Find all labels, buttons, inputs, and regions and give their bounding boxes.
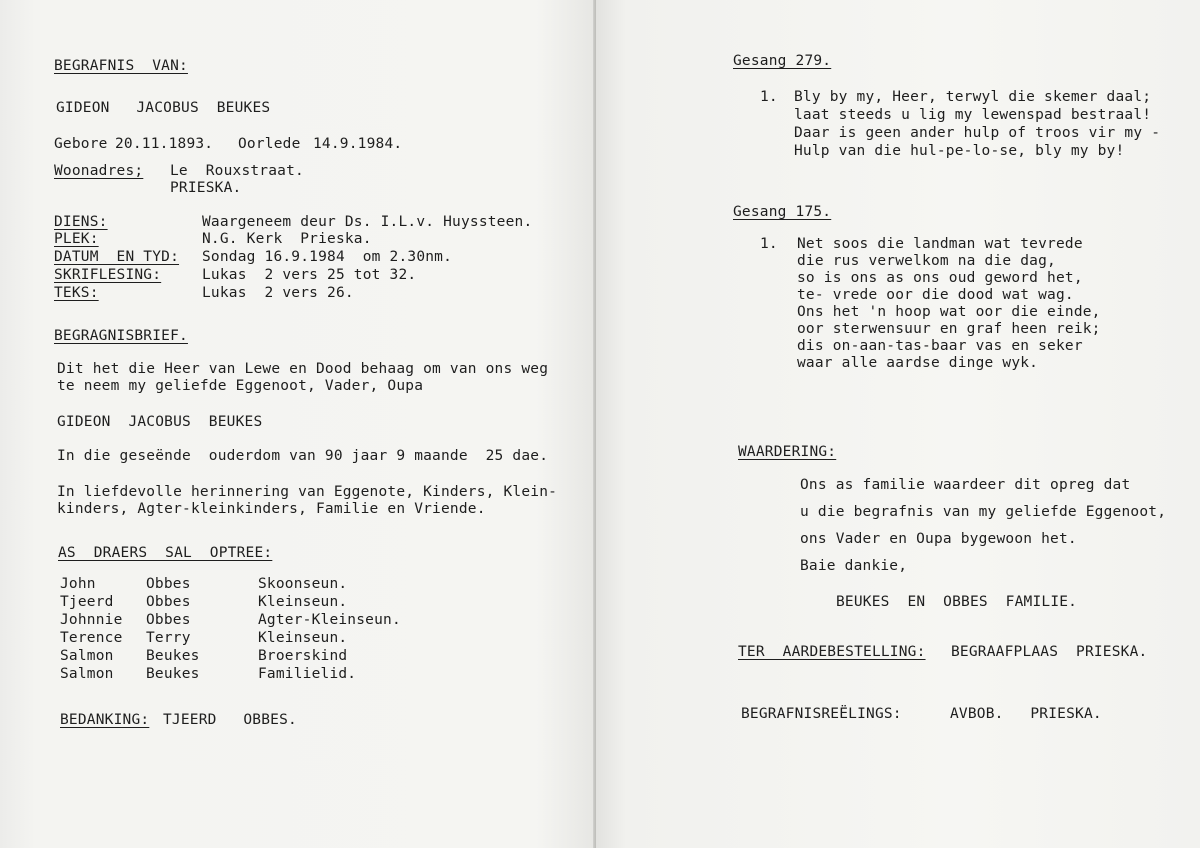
bearer-last: Obbes (146, 594, 191, 610)
hymn-line: Hulp van die hul-pe-lo-se, bly my by! (794, 143, 1125, 159)
bearer-relation: Familielid. (258, 666, 357, 682)
hymn-line: laat steeds u lig my lewenspad bestraal! (794, 107, 1152, 123)
hymn-title: Gesang 279. (733, 53, 832, 69)
hymn-line: Net soos die landman wat tevrede (797, 236, 1083, 252)
died-date: 14.9.1984. (313, 136, 403, 152)
appreciation-line: u die begrafnis van my geliefde Eggenoot, (800, 504, 1167, 520)
detail-label: PLEK: (54, 231, 99, 247)
bearers-heading: AS DRAERS SAL OPTREE: (58, 545, 273, 561)
bearer-relation: Skoonseun. (258, 576, 348, 592)
letter-line: Dit het die Heer van Lewe en Dood behaag om van ons weg (57, 361, 549, 377)
hymn-line: die rus verwelkom na die dag, (797, 253, 1056, 269)
thanks-value: TJEERD OBBES. (163, 712, 297, 728)
bearer-relation: Kleinseun. (258, 594, 348, 610)
memory-line: In liefdevolle herinnering van Eggenote, Kinders, Klein- (57, 484, 558, 500)
hymn-line: waar alle aardse dinge wyk. (797, 355, 1039, 371)
hymn-line: Daar is geen ander hulp of troos vir my - (794, 125, 1161, 141)
right-page (596, 0, 1200, 848)
bearer-last: Obbes (146, 612, 191, 628)
appreciation-line: Ons as familie waardeer dit opreg dat (800, 477, 1131, 493)
deceased-name: GIDEON JACOBUS BEUKES (56, 100, 271, 116)
arrangements-label: BEGRAFNISREËLINGS: (741, 706, 902, 722)
detail-value: Sondag 16.9.1984 om 2.30nm. (202, 249, 453, 265)
bearer-relation: Kleinseun. (258, 630, 348, 646)
hymn-number: 1. (760, 236, 778, 252)
letter-heading: BEGRAGNISBRIEF. (54, 328, 188, 344)
bearer-first: John (60, 576, 96, 592)
left-page (0, 0, 596, 848)
hymn-line: oor sterwensuur en graf heen reik; (797, 321, 1101, 337)
address-label: Woonadres; (54, 163, 144, 179)
bearer-last: Terry (146, 630, 191, 646)
appreciation-heading: WAARDERING: (738, 444, 837, 460)
arrangements-value: AVBOB. PRIESKA. (950, 706, 1102, 722)
detail-label: TEKS: (54, 285, 99, 301)
family-signature: BEUKES EN OBBES FAMILIE. (836, 594, 1078, 610)
detail-value: Lukas 2 vers 26. (202, 285, 354, 301)
detail-value: Lukas 2 vers 25 tot 32. (202, 267, 417, 283)
heading: BEGRAFNIS VAN: (54, 58, 188, 74)
died-label: Oorlede (238, 136, 301, 152)
appreciation-line: ons Vader en Oupa bygewoon het. (800, 531, 1077, 547)
bearer-last: Obbes (146, 576, 191, 592)
hymn-line: te- vrede oor die dood wat wag. (797, 287, 1074, 303)
bearer-first: Johnnie (60, 612, 123, 628)
bearer-first: Salmon (60, 648, 114, 664)
bearer-last: Beukes (146, 666, 200, 682)
burial-label: TER AARDEBESTELLING: (738, 644, 926, 660)
letter-line: te neem my geliefde Eggenoot, Vader, Oupa (57, 378, 424, 394)
hymn-line: dis on-aan-tas-baar vas en seker (797, 338, 1083, 354)
bearer-relation: Agter-Kleinseun. (258, 612, 401, 628)
address-line: PRIESKA. (170, 180, 242, 196)
thanks-label: BEDANKING: (60, 712, 150, 728)
detail-label: DATUM EN TYD: (54, 249, 180, 265)
hymn-number: 1. (760, 89, 778, 105)
bearer-first: Terence (60, 630, 123, 646)
bearer-relation: Broerskind (258, 648, 348, 664)
hymn-line: Bly by my, Heer, terwyl die skemer daal; (794, 89, 1152, 105)
hymn-line: Ons het 'n hoop wat oor die einde, (797, 304, 1101, 320)
detail-value: N.G. Kerk Prieska. (202, 231, 372, 247)
hymn-title: Gesang 175. (733, 204, 832, 220)
age-line: In die geseënde ouderdom van 90 jaar 9 maande 25 dae. (57, 448, 549, 464)
hymn-line: so is ons as ons oud geword het, (797, 270, 1083, 286)
born-label: Gebore (54, 136, 108, 152)
detail-value: Waargeneem deur Ds. I.L.v. Huyssteen. (202, 214, 533, 230)
burial-value: BEGRAAFPLAAS PRIESKA. (951, 644, 1148, 660)
bearer-first: Tjeerd (60, 594, 114, 610)
appreciation-line: Baie dankie, (800, 558, 908, 574)
address-line: Le Rouxstraat. (170, 163, 304, 179)
bearer-first: Salmon (60, 666, 114, 682)
detail-label: DIENS: (54, 214, 108, 230)
letter-name: GIDEON JACOBUS BEUKES (57, 414, 263, 430)
bearer-last: Beukes (146, 648, 200, 664)
born-date: 20.11.1893. (115, 136, 214, 152)
memory-line: kinders, Agter-kleinkinders, Familie en Vriende. (57, 501, 486, 517)
detail-label: SKRIFLESING: (54, 267, 162, 283)
